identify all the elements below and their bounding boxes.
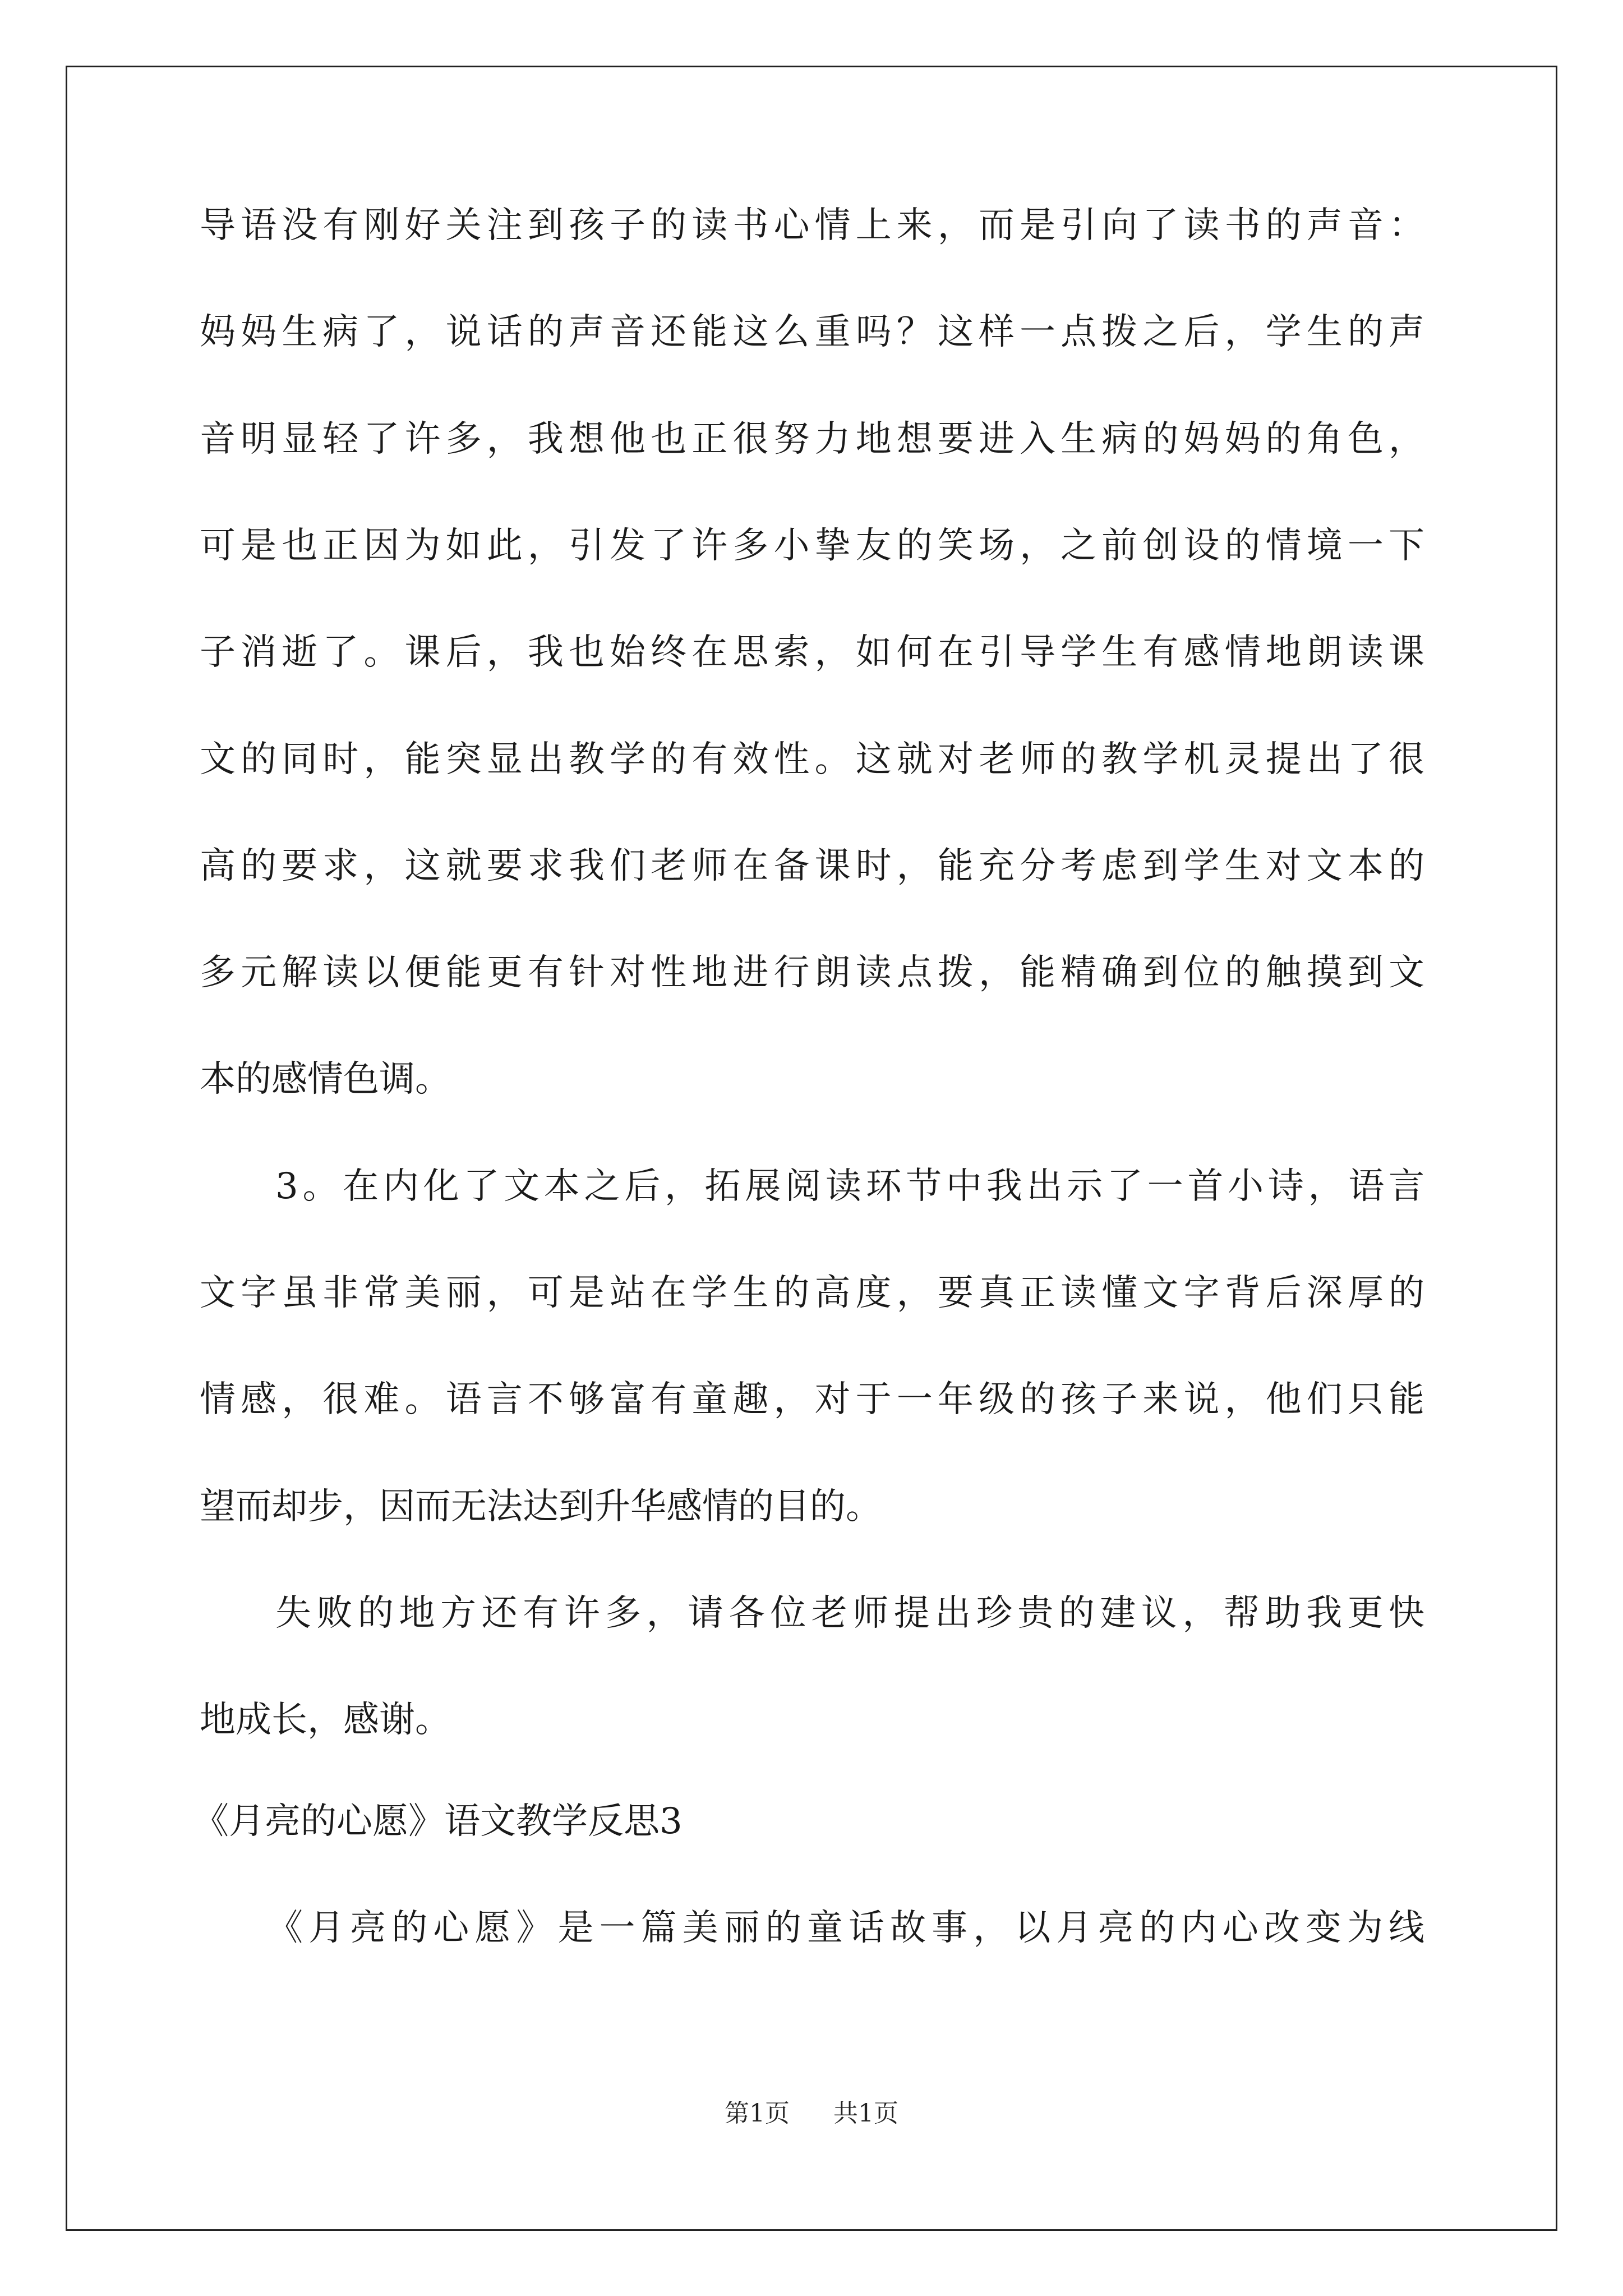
text-line: 望而却步，因而无法达到升华感情的目的。 <box>200 1486 882 1527</box>
text-line: 子消逝了。课后，我也始终在思索，如何在引导学生有感情地朗读课 <box>200 632 1424 673</box>
text-line: 多元解读以便能更有针对性地进行朗读点拨，能精确到位的触摸到文 <box>200 952 1424 993</box>
text-line: 可是也正因为如此，引发了许多小挚友的笑场，之前创设的情境一下 <box>200 525 1424 567</box>
text-line: 导语没有刚好关注到孩子的读书心情上来，而是引向了读书的声音： <box>200 205 1424 246</box>
section-heading: 《月亮的心愿》语文教学反思3 <box>193 1801 683 1842</box>
text-line: 情感，很难。语言不够富有童趣，对于一年级的孩子来说，他们只能 <box>200 1379 1424 1420</box>
text-line: 音明显轻了许多，我想他也正很努力地想要进入生病的妈妈的角色， <box>200 418 1424 460</box>
text-line: 3。在内化了文本之后，拓展阅读环节中我出示了一首小诗，语言 <box>275 1166 1424 1207</box>
page-total: 共1页 <box>833 2099 898 2128</box>
text-line: 文的同时，能突显出教学的有效性。这就对老师的教学机灵提出了很 <box>200 739 1424 780</box>
text-line: 妈妈生病了，说话的声音还能这么重吗？这样一点拨之后，学生的声 <box>200 311 1424 353</box>
page-footer <box>0 2101 1623 2126</box>
text-line: 文字虽非常美丽，可是站在学生的高度，要真正读懂文字背后深厚的 <box>200 1272 1424 1314</box>
text-line: 失败的地方还有许多，请各位老师提出珍贵的建议，帮助我更快 <box>275 1593 1424 1634</box>
text-line: 地成长，感谢。 <box>200 1699 451 1741</box>
text-line: 本的感情色调。 <box>200 1059 451 1100</box>
text-line: 高的要求，这就要求我们老师在备课时，能充分考虑到学生对文本的 <box>200 845 1424 887</box>
page-number: 第1页 <box>725 2099 790 2128</box>
text-line: 《月亮的心愿》是一篇美丽的童话故事，以月亮的内心改变为线 <box>267 1907 1424 1949</box>
page-border <box>66 66 1557 2231</box>
